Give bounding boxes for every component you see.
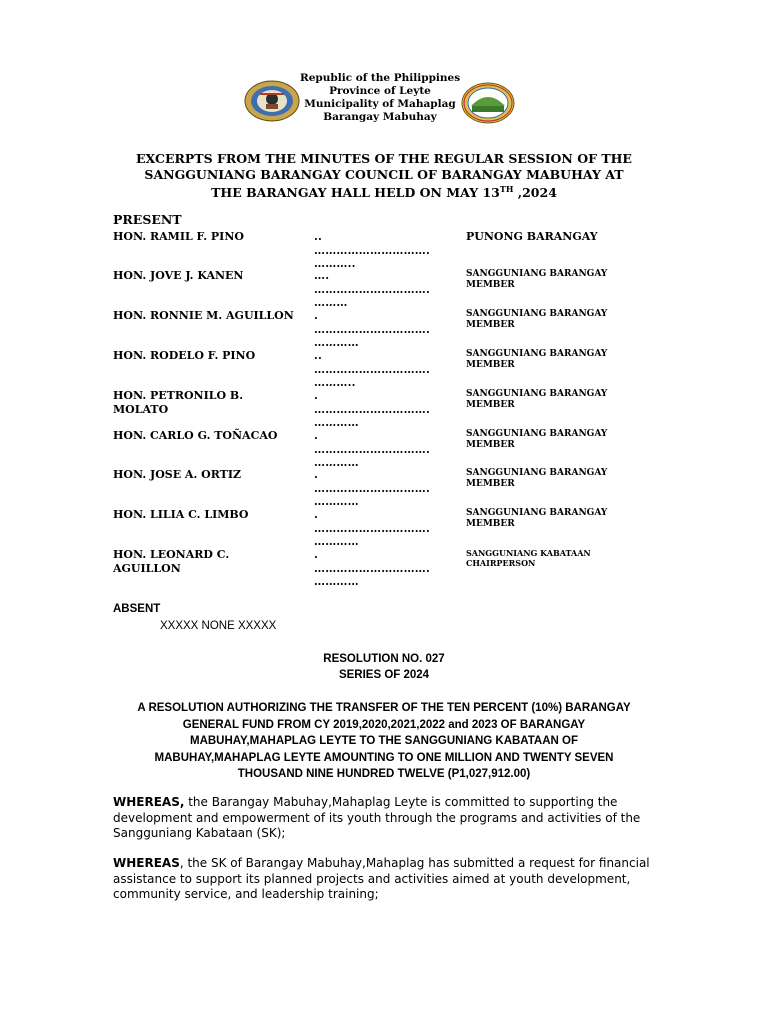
letterhead bbox=[0, 70, 768, 130]
member-row bbox=[113, 508, 673, 548]
member-row bbox=[113, 548, 673, 588]
member-signature-line: . …………………………. ………… bbox=[314, 389, 431, 429]
header-province: Province of Leyte bbox=[329, 85, 431, 97]
member-name: HON. CARLO G. TOÑACAO bbox=[113, 429, 278, 442]
whereas-text: , the SK of Barangay Mabuhay,Mahaplag has submitted a request for financial assistance to support its planned projects and activities aimed at youth development, community service, and leadership training; bbox=[113, 856, 650, 901]
member-signature-line: .. …………………………. ……….. bbox=[314, 349, 431, 389]
absent-value: XXXXX NONE XXXXX bbox=[160, 620, 277, 632]
resolution-title-line: GENERAL FUND FROM CY 2019,2020,2021,2022 and 2023 OF BARANGAY bbox=[182, 718, 586, 731]
whereas-lead: WHEREAS bbox=[113, 856, 180, 870]
whereas-lead: WHEREAS, bbox=[113, 795, 185, 809]
member-signature-line: . …………………………. ………… bbox=[314, 508, 431, 548]
resolution-title-line: MABUHAY,MAHAPLAG LEYTE AMOUNTING TO ONE MILLION AND TWENTY SEVEN bbox=[154, 751, 614, 764]
absent-heading: ABSENT bbox=[113, 603, 161, 615]
member-row bbox=[113, 230, 673, 270]
member-position: SANGGUNIANG BARANGAY MEMBER bbox=[466, 269, 608, 290]
member-position: SANGGUNIANG BARANGAY MEMBER bbox=[466, 389, 608, 410]
present-heading: PRESENT bbox=[113, 212, 182, 227]
member-name: HON. PETRONILO B. MOLATO bbox=[113, 389, 244, 416]
resolution-number: RESOLUTION NO. 027 bbox=[323, 653, 445, 665]
whereas-text: the Barangay Mabuhay,Mahaplag Leyte is committed to supporting the development and empowerment of its youth through the programs and activities of the Sangguniang Kabataan (SK); bbox=[113, 795, 641, 840]
member-signature-line: .. …………………………. ……….. bbox=[314, 230, 431, 270]
whereas-paragraph-2 bbox=[113, 856, 658, 903]
header-municipality: Municipality of Mahaplag bbox=[304, 98, 456, 110]
header-republic: Republic of the Philippines bbox=[300, 72, 461, 84]
resolution-title-line: A RESOLUTION AUTHORIZING THE TRANSFER OF THE TEN PERCENT (10%) BARANGAY bbox=[137, 702, 631, 714]
resolution-title bbox=[110, 700, 658, 783]
member-name: HON. RONNIE M. AGUILLON bbox=[113, 309, 294, 322]
title-superscript: TH bbox=[499, 184, 514, 194]
title-line-2: SANGGUNIANG BARANGAY COUNCIL OF BARANGAY MABUHAY AT bbox=[144, 166, 624, 182]
member-signature-line: . …………………………. ………… bbox=[314, 309, 431, 349]
member-name: HON. JOVE J. KANEN bbox=[113, 269, 244, 282]
member-signature-line: …. …………………………. ……… bbox=[314, 269, 431, 309]
member-row bbox=[113, 389, 673, 429]
whereas-paragraph-1 bbox=[113, 795, 658, 842]
resolution-title-line: MABUHAY,MAHAPLAG LEYTE TO THE SANGGUNIANG KABATAAN OF bbox=[189, 735, 579, 747]
header-barangay: Barangay Mabuhay bbox=[323, 111, 437, 123]
document-title bbox=[110, 151, 658, 201]
resolution-number-block bbox=[0, 651, 768, 683]
title-line-3 bbox=[110, 182, 658, 201]
barangay-seal-logo bbox=[244, 80, 300, 122]
member-position: SANGGUNIANG KABATAAN CHAIRPERSON bbox=[466, 548, 591, 568]
resolution-series: SERIES OF 2024 bbox=[338, 669, 430, 681]
member-name: HON. LILIA C. LIMBO bbox=[113, 508, 249, 521]
member-position: SANGGUNIANG BARANGAY MEMBER bbox=[466, 309, 608, 330]
member-name: HON. RAMIL F. PINO bbox=[113, 230, 244, 243]
member-row bbox=[113, 468, 673, 508]
title-line-3-text: THE BARANGAY HALL HELD ON MAY 13 bbox=[211, 185, 500, 201]
member-position: SANGGUNIANG BARANGAY MEMBER bbox=[466, 468, 608, 489]
title-line-3-year: ,2024 bbox=[513, 185, 557, 201]
member-position: SANGGUNIANG BARANGAY MEMBER bbox=[466, 429, 608, 450]
member-signature-line: . …………………………. ………… bbox=[314, 548, 431, 588]
title-line-1: EXCERPTS FROM THE MINUTES OF THE REGULAR SESSION OF THE bbox=[136, 151, 632, 166]
member-name: HON. RODELO F. PINO bbox=[113, 349, 256, 362]
municipality-seal-logo bbox=[461, 82, 515, 124]
member-name: HON. JOSE A. ORTIZ bbox=[113, 468, 242, 481]
member-position: PUNONG BARANGAY bbox=[466, 230, 598, 243]
member-signature-line: . …………………………. ………… bbox=[314, 429, 431, 469]
member-row bbox=[113, 349, 673, 389]
resolution-title-line: THOUSAND NINE HUNDRED TWELVE (P1,027,912.00) bbox=[237, 768, 531, 780]
member-position: SANGGUNIANG BARANGAY MEMBER bbox=[466, 508, 608, 529]
member-row bbox=[113, 309, 673, 349]
member-name: HON. LEONARD C. AGUILLON bbox=[113, 548, 230, 575]
member-row bbox=[113, 269, 673, 309]
member-row bbox=[113, 429, 673, 469]
member-signature-line: . …………………………. ………… bbox=[314, 468, 431, 508]
member-position: SANGGUNIANG BARANGAY MEMBER bbox=[466, 349, 608, 370]
